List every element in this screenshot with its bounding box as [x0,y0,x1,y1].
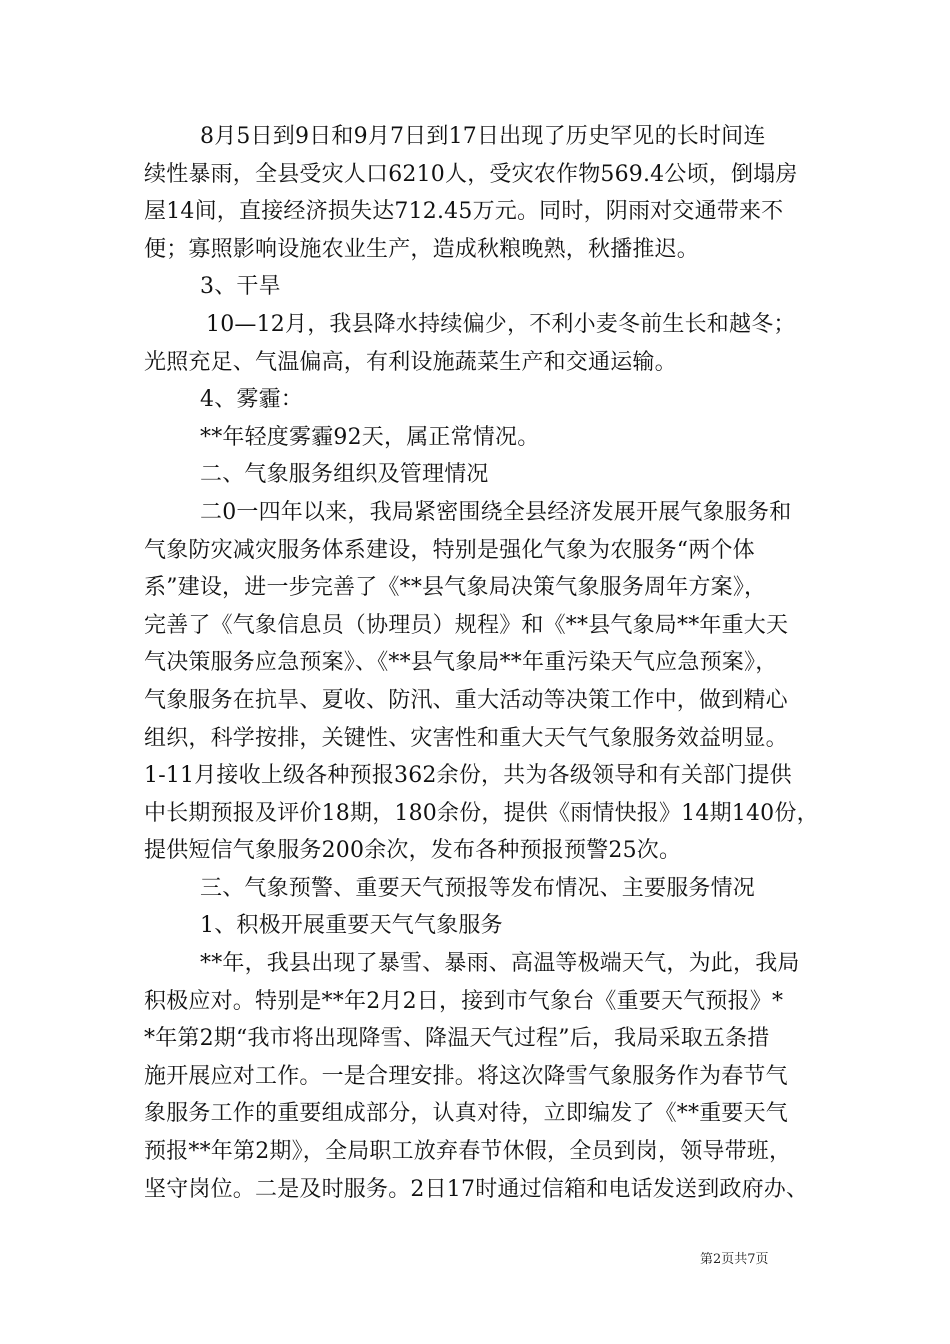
subsection-heading: 1、积极开展重要天气气象服务 [200,913,503,939]
paragraph-line: 二0一四年以来，我局紧密围绕全县经济发展开展气象服务和 [200,499,792,525]
paragraph-line: 便；寡照影响设施农业生产，造成秋粮晚熟，秋播推迟。 [144,236,700,262]
paragraph-line: 10—12月，我县降水持续偏少，不利小麦冬前生长和越冬； [206,311,796,337]
section-heading-drought: 3、干旱 [200,274,281,300]
paragraph-line: 屋14间，直接经济损失达712.45万元。同时，阴雨对交通带来不 [144,199,784,225]
paragraph-line: 组织，科学按排，关键性、灾害性和重大天气气象服务效益明显。 [144,725,788,751]
paragraph-line: *年第2期“我市将出现降雪、降温天气过程”后，我局采取五条措 [144,1026,770,1052]
paragraph-line: 中长期预报及评价18期，180余份，提供《雨情快报》14期140份， [144,800,819,826]
paragraph-line: 光照充足、气温偏高，有利设施蔬菜生产和交通运输。 [144,349,677,375]
paragraph-line: 气象服务在抗旱、夏收、防汛、重大活动等决策工作中，做到精心 [144,687,788,713]
document-body [144,118,824,1208]
paragraph-line: 完善了《气象信息员（协理员）规程》和《**县气象局**年重大天 [144,612,789,638]
page-number: 第2页共7页 [700,1252,769,1267]
paragraph-line: 坚守岗位。二是及时服务。2日17时通过信箱和电话发送到政府办、 [144,1176,809,1202]
paragraph-line: 预报**年第2期》，全局职工放弃春节休假，全员到岗，领导带班， [144,1139,792,1165]
paragraph-line: 象服务工作的重要组成部分，认真对待，立即编发了《**重要天气 [144,1101,789,1127]
paragraph-line: 1-11月接收上级各种预报362余份，共为各级领导和有关部门提供 [144,763,792,789]
paragraph-line: 施开展应对工作。一是合理安排。将这次降雪气象服务作为春节气 [144,1063,788,1089]
section-heading-service-organization: 二、气象服务组织及管理情况 [200,462,489,488]
paragraph-line: 气决策服务应急预案》、《**县气象局**年重污染天气应急预案》， [144,650,778,676]
paragraph-line: 8月5日到9日和9月7日到17日出现了历史罕见的长时间连 [200,124,766,149]
paragraph-line: 积极应对。特别是**年2月2日，接到市气象台《重要天气预报》* [144,988,784,1014]
paragraph-line: 续性暴雨，全县受灾人口6210人，受灾农作物569.4公顷，倒塌房 [144,161,798,187]
paragraph-line: 提供短信气象服务200余次，发布各种预报预警25次。 [144,838,682,864]
paragraph-line: **年轻度雾霾92天，属正常情况。 [200,424,540,450]
section-heading-warnings: 三、气象预警、重要天气预报等发布情况、主要服务情况 [200,875,756,901]
paragraph-line: **年，我县出现了暴雪、暴雨、高温等极端天气，为此，我局 [200,951,800,977]
paragraph-line: 系”建设，进一步完善了《**县气象局决策气象服务周年方案》， [144,575,767,601]
paragraph-line: 气象防灾减灾服务体系建设，特别是强化气象为农服务“两个体 [144,537,755,563]
section-heading-haze: 4、雾霾： [200,387,303,413]
